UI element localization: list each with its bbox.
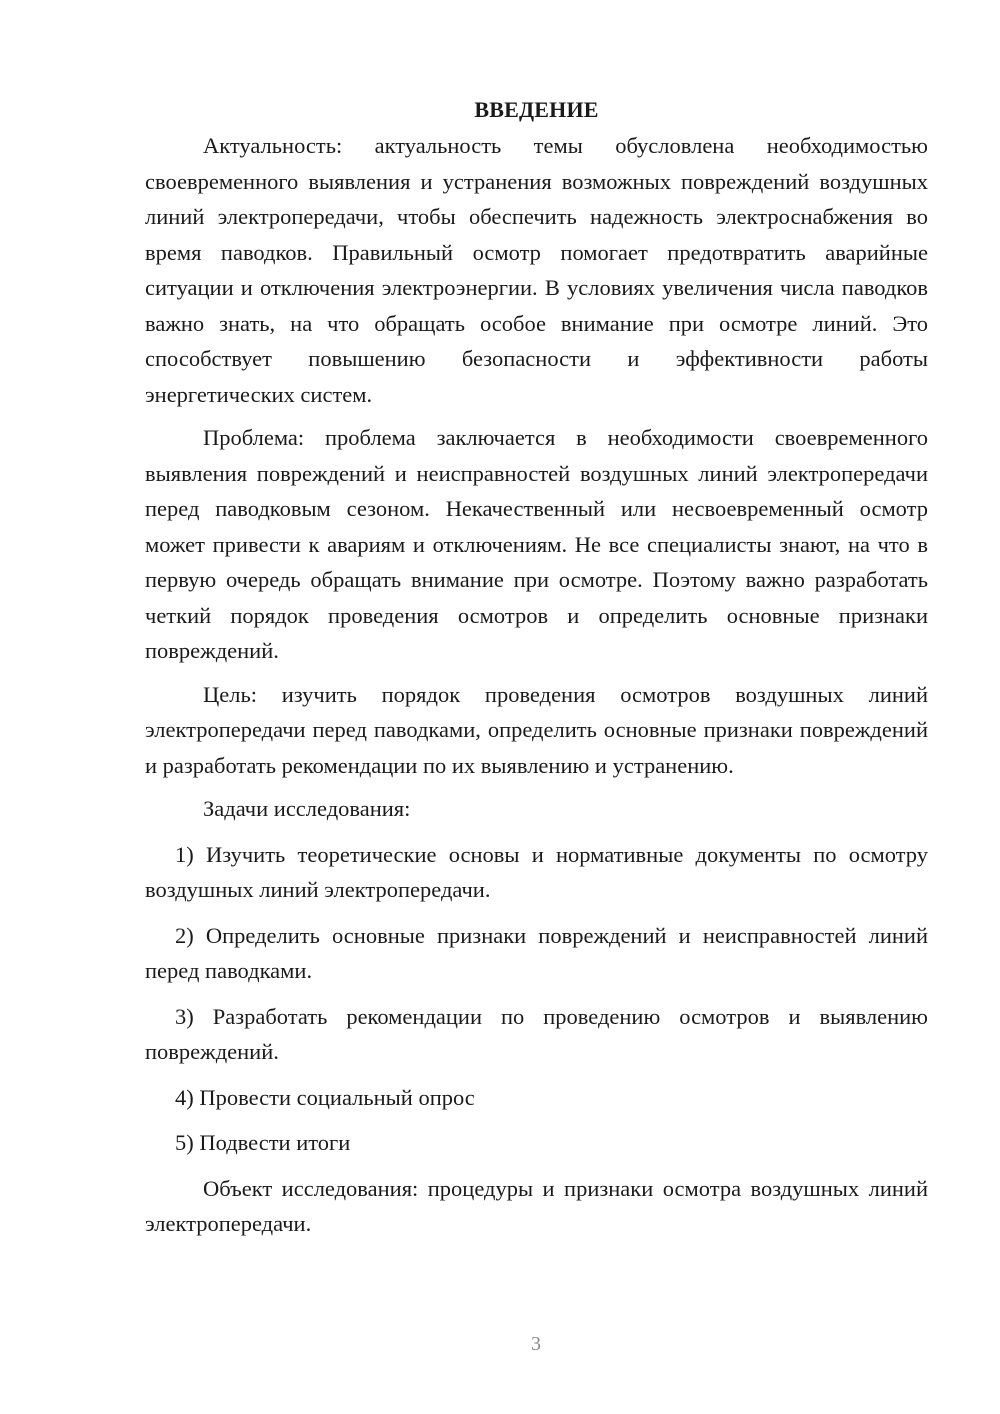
document-page — [145, 93, 928, 1250]
tasks-title: Задачи исследования: — [203, 796, 411, 821]
paragraph-object: Объект исследования: процедуры и признаки осмотра воздушных линий электропередачи. — [145, 1175, 928, 1236]
task-item-2: 2) Определить основные признаки повреждений и неисправностей линий перед паводками. — [145, 922, 928, 983]
task-item-3: 3) Разработать рекомендации по проведению осмотров и выявлению повреждений. — [145, 1003, 928, 1064]
task-item-1: 1) Изучить теоретические основы и нормативные документы по осмотру воздушных линий электропередачи. — [145, 841, 928, 902]
paragraph-problem: Проблема: проблема заключается в необходимости своевременного выявления повреждений и неисправностей воздушных линий электропередачи перед паводковым сезоном. Некачественный или несвоевременный осмотр может привести к авариям и отключениям. Не все специалисты знают, на что в первую очередь обращать внимание при осмотре. Поэтому важно разработать четкий порядок проведения осмотров и определить основные признаки повреждений. — [145, 425, 928, 663]
paragraph-goal: Цель: изучить порядок проведения осмотров воздушных линий электропередачи перед паводками, определить основные признаки повреждений и разработать рекомендации по их выявлению и устранению. — [145, 681, 928, 778]
tasks-list — [145, 837, 928, 1161]
page-number: 3 — [531, 1333, 541, 1355]
task-item-5: 5) Подвести итоги — [175, 1130, 351, 1155]
section-heading: ВВЕДЕНИЕ — [474, 97, 599, 122]
paragraph-relevance: Актуальность: актуальность темы обусловлена необходимостью своевременного выявления и устранения возможных повреждений воздушных линий электропередачи, чтобы обеспечить надежность электроснабжения во время паводков. Правильный осмотр помогает предотвратить аварийные ситуации и отключения электроэнергии. В условиях увеличения числа паводков важно знать, на что обращать особое внимание при осмотре линий. Это способствует повышению безопасности и эффективности работы энергетических систем. — [145, 133, 928, 407]
task-item-4: 4) Провести социальный опрос — [175, 1084, 475, 1110]
